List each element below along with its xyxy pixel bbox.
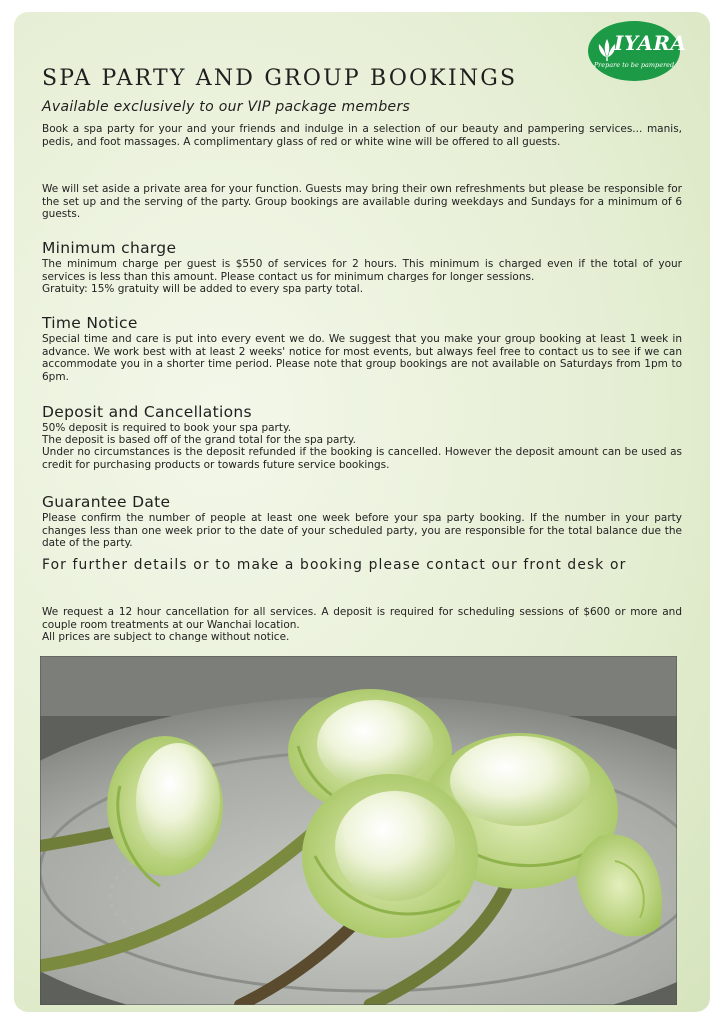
deposit-line-2: The deposit is based off of the grand total for the spa party. [42, 434, 356, 446]
flyer-card [14, 12, 710, 1012]
heading-guarantee-date: Guarantee Date [42, 493, 171, 511]
logo-wordmark: IYARA [614, 31, 687, 55]
heading-minimum-charge: Minimum charge [42, 239, 177, 257]
page-title: SPA PARTY AND GROUP BOOKINGS [42, 66, 518, 91]
heading-time-notice: Time Notice [42, 314, 138, 332]
deposit-line-1: 50% deposit is required to book your spa party. [42, 422, 292, 434]
deposit-line-3: Under no circumstances is the deposit refunded if the booking is cancelled. However the deposit amount can be used as credit for purchasing products or towards future service bookings. [42, 446, 682, 471]
logo-tagline: Prepare to be pampered [593, 61, 675, 69]
intro-paragraph-1: Book a spa party for your and your friends and indulge in a selection of our beauty and pampering services... manis, pedis, and foot massages. A complimentary glass of red or white wine will be offered to all guests. [42, 123, 682, 148]
gratuity-text: Gratuity: 15% gratuity will be added to every spa party total. [42, 283, 364, 295]
price-disclaimer: All prices are subject to change without notice. [42, 631, 290, 643]
iyara-logo[interactable] [588, 21, 687, 81]
intro-paragraph-2: We will set aside a private area for your function. Guests may bring their own refreshments but please be responsible for the set up and the serving of the party. Group bookings are available during weekdays and Sundays for a minimum of 6 guests. [42, 183, 682, 221]
guarantee-date-text: Please confirm the number of people at least one week before your spa party booking. If the number in your party changes less than one week prior to the date of your scheduled party, you are responsible for the total balance due the date of the party. [42, 512, 682, 550]
page-subtitle: Available exclusively to our VIP package members [42, 99, 411, 115]
time-notice-text: Special time and care is put into every event we do. We suggest that you make your group booking at least 1 week in advance. We work best with at least 2 weeks' notice for most events, but always feel free to contact us to see if we can accommodate you in a shorter time period. Please note that group bookings are not available on Saturdays from 1pm to 6pm. [42, 333, 682, 383]
lotus-illustration [40, 656, 677, 1005]
lotus-photo [40, 656, 677, 1005]
cancellation-policy-text: We request a 12 hour cancellation for all services. A deposit is required for scheduling sessions of $600 or more and couple room treatments at our Wanchai location. [42, 606, 682, 631]
contact-line: For further details or to make a booking please contact our front desk or [42, 557, 627, 573]
minimum-charge-text: The minimum charge per guest is $550 of services for 2 hours. This minimum is charged even if the total of your services is less than this amount. Please contact us for minimum charges for longer sessions. [42, 258, 682, 283]
heading-deposit: Deposit and Cancellations [42, 403, 252, 421]
